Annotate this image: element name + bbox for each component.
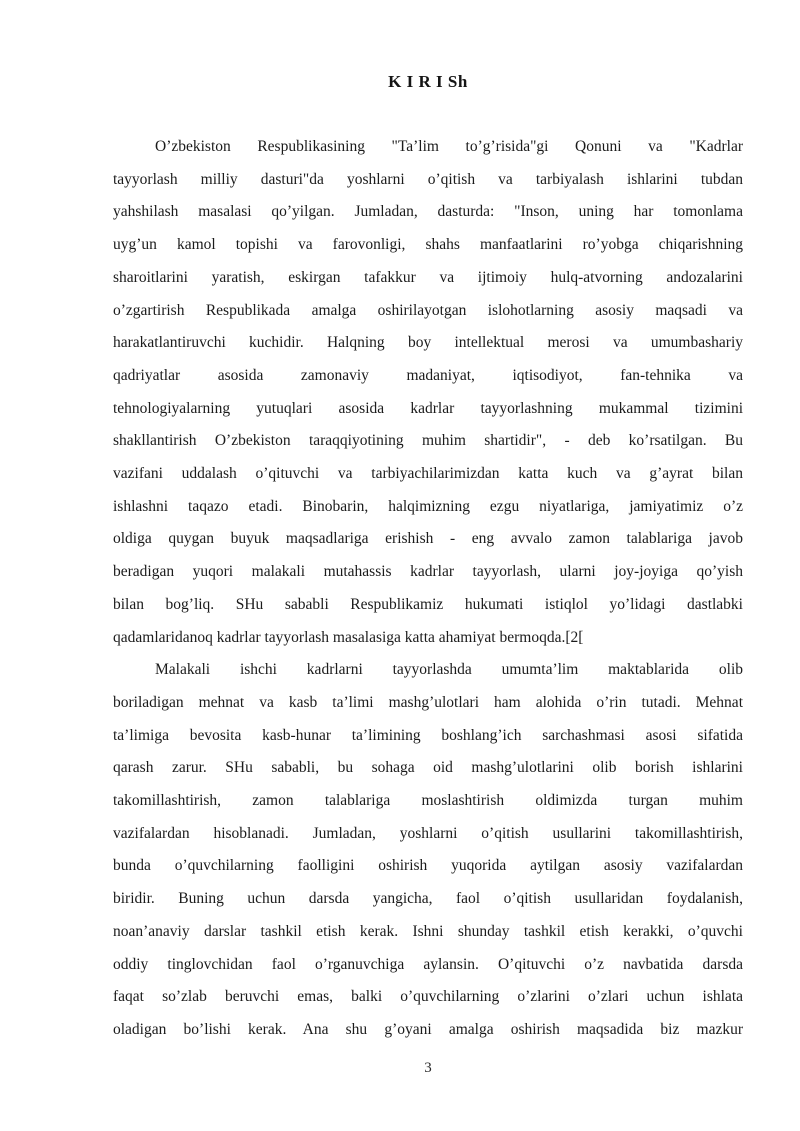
paragraph [113, 654, 743, 1046]
body-text [113, 131, 743, 1047]
paragraph [113, 131, 743, 654]
text-line: vazifalardan hisoblanadi. Jumladan, yoshlarni o’qitish usullarini takomillashtirish, [113, 824, 743, 842]
text-line: yahshilash masalasi qo’yilgan. Jumladan, dasturda: "Inson, uning har tomonlama [113, 203, 743, 221]
page-title: K I R I Sh [388, 72, 468, 91]
text-line: noan’anaviy darslar tashkil etish kerak. Ishni shunday tashkil etish kerakki, o’quvchi [113, 922, 743, 940]
text-line: ta’limiga bevosita kasb-hunar ta’limining boshlang’ich sarchashmasi asosi sifatida [113, 726, 743, 744]
text-line: faqat so’zlab beruvchi emas, balki o’quvchilarning o’zlarini o’zlari uchun ishlata [113, 988, 743, 1006]
text-line: bunda o’quvchilarning faolligini oshirish yuqorida aytilgan asosiy vazifalardan [113, 857, 743, 875]
text-line: O’zbekiston Respublikasining "Ta’lim to’g’risida"gi Qonuni va "Kadrlar [155, 138, 743, 155]
text-line: Malakali ishchi kadrlarni tayyorlashda umumta’lim maktablarida olib [155, 661, 743, 679]
text-line: vazifani uddalash o’qituvchi va tarbiyachilarimizdan katta kuch va g’ayrat bilan [113, 465, 743, 483]
text-line: ishlashni taqazo etadi. Binobarin, halqimizning ezgu niyatlariga, jamiyatimiz o’z [113, 497, 743, 515]
page-number: 3 [424, 1060, 432, 1076]
text-line: o’zgartirish Respublikada amalga oshirilayotgan islohotlarning asosiy maqsadi va [113, 301, 743, 319]
text-line: bilan bog’liq. SHu sababli Respublikamiz hukumati istiqlol yo’lidagi dastlabki [113, 595, 743, 613]
text-line: oddiy tinglovchidan faol o’rganuvchiga aylansin. O’qituvchi o’z navbatida darsda [113, 955, 743, 973]
text-line: uyg’un kamol topishi va farovonligi, shahs manfaatlarini ro’yobga chiqarishning [113, 236, 743, 254]
text-line: oldiga quygan buyuk maqsadlariga erishish - eng avvalo zamon talablariga javob [113, 530, 743, 548]
text-line: qadamlaridanoq kadrlar tayyorlash masalasiga katta ahamiyat bermoqda.[2[ [113, 628, 584, 646]
text-line: takomillashtirish, zamon talablariga moslashtirish oldimizda turgan muhim [113, 792, 743, 810]
text-line: biridir. Buning uchun darsda yangicha, faol o’qitish usullaridan foydalanish, [113, 890, 743, 908]
text-line: boriladigan mehnat va kasb ta’limi mashg’ulotlari ham alohida o’rin tutadi. Mehnat [113, 693, 743, 711]
text-line: harakatlantiruvchi kuchidir. Halqning boy intellektual merosi va umumbashariy [113, 334, 743, 352]
text-line: sharoitlarini yaratish, eskirgan tafakkur va ijtimoiy hulq-atvorning andozalarini [113, 268, 743, 286]
text-line: qarash zarur. SHu sababli, bu sohaga oid mashg’ulotlarini olib borish ishlarini [113, 759, 743, 777]
text-line: shakllantirish O’zbekiston taraqqiyotining muhim shartidir", - deb ko’rsatilgan. Bu [113, 432, 743, 450]
text-line: oladigan bo’lishi kerak. Ana shu g’oyani amalga oshirish maqsadida biz mazkur [113, 1020, 743, 1038]
text-line: beradigan yuqori malakali mutahassis kadrlar tayyorlash, ularni joy-joyiga qo’yish [113, 563, 743, 581]
text-line: qadriyatlar asosida zamonaviy madaniyat, iqtisodiyot, fan-tehnika va [113, 366, 743, 384]
text-line: tehnologiyalarning yutuqlari asosida kadrlar tayyorlashning mukammal tizimini [113, 399, 743, 417]
text-line: tayyorlash milliy dasturi"da yoshlarni o’qitish va tarbiyalash ishlarini tubdan [113, 170, 743, 188]
